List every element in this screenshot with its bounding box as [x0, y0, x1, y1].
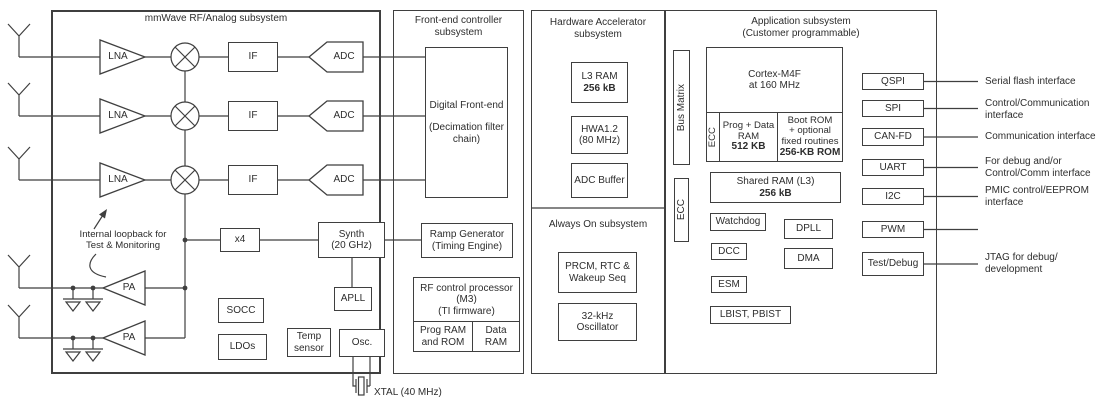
ext-label-pmic-eeprom: PMIC control/EEPROM interface: [985, 185, 1089, 208]
lna-label: LNA: [108, 174, 128, 186]
qspi-block: QSPI: [862, 73, 924, 90]
uart-block: UART: [862, 159, 924, 176]
temp-sensor-block: Temp sensor: [287, 328, 331, 357]
prog-ram-rom-cell: Prog RAM and ROM: [414, 322, 473, 351]
hwa-block: HWA1.2 (80 MHz): [571, 116, 628, 154]
pa-label: PA: [122, 332, 136, 344]
adc-label: ADC: [333, 110, 355, 122]
adc-label: ADC: [333, 51, 355, 63]
aon-subsystem-title: Always On subsystem: [548, 219, 648, 230]
cortex-ecc-cell: ECC: [707, 113, 720, 161]
ext-label-debug-comm: For debug and/or Control/Comm interface: [985, 156, 1091, 179]
ext-label-control-comm: Control/Communication interface: [985, 98, 1090, 121]
pwm-block: PWM: [862, 221, 924, 238]
canfd-block: CAN-FD: [862, 128, 924, 146]
x4-multiplier-block: x4: [220, 228, 260, 252]
watchdog-block: Watchdog: [710, 213, 766, 231]
rf-control-processor-block: RF control processor (M3) (TI firmware) Prog RAM and ROM Data RAM: [413, 277, 520, 352]
ldos-block: LDOs: [218, 334, 267, 360]
if-block: IF: [228, 42, 278, 72]
pa-label: PA: [122, 282, 136, 294]
if-block: IF: [228, 165, 278, 195]
shared-ram-block: Shared RAM (L3) 256 kB: [710, 172, 841, 203]
test-debug-block: Test/Debug: [862, 252, 924, 276]
ext-label-jtag: JTAG for debug/ development: [985, 252, 1058, 275]
antenna-icon: [8, 24, 30, 338]
prog-data-ram-cell: Prog + Data RAM 512 KB: [720, 113, 778, 161]
ext-label-serial-flash: Serial flash interface: [985, 76, 1076, 87]
rf-subsystem-title: mmWave RF/Analog subsystem: [144, 13, 288, 24]
dcc-block: DCC: [711, 243, 747, 260]
lna-label: LNA: [108, 51, 128, 63]
hwa-subsystem-title: Hardware Accelerator subsystem: [549, 17, 647, 40]
apll-block: APLL: [334, 287, 372, 311]
esm-block: ESM: [711, 276, 747, 293]
app-subsystem-title: Application subsystem (Customer programmable): [742, 16, 860, 39]
ext-label-communication: Communication interface: [985, 131, 1096, 142]
rf-subsystem-frame: [51, 10, 381, 374]
bus-matrix-block: Bus Matrix: [673, 50, 690, 165]
prcm-rtc-block: PRCM, RTC & Wakeup Seq: [558, 252, 637, 293]
boot-rom-cell: Boot ROM + optional fixed routines 256-KB ROM: [779, 114, 841, 158]
i2c-block: I2C: [862, 188, 924, 205]
l3-ram-block: L3 RAM 256 kB: [571, 62, 628, 103]
lna-label: LNA: [108, 110, 128, 122]
adc-label: ADC: [333, 174, 355, 186]
dma-block: DMA: [784, 248, 833, 269]
cortex-m4f-block: Cortex-M4F at 160 MHz ECC Prog + Data RAM 512 KB Boot ROM + optional fixed routines 256-KB ROM: [706, 47, 843, 162]
xtal-label: XTAL (40 MHz): [374, 387, 442, 398]
osc-32khz-block: 32-kHz Oscillator: [558, 303, 637, 341]
dpll-block: DPLL: [784, 219, 833, 239]
synth-block: Synth (20 GHz): [318, 222, 385, 258]
digital-front-end-block: Digital Front-end (Decimation filter chain): [425, 47, 508, 198]
loopback-note: Internal loopback for Test & Monitoring: [79, 229, 167, 251]
ramp-generator-block: Ramp Generator (Timing Engine): [421, 223, 513, 258]
osc-block: Osc.: [339, 329, 385, 357]
adc-buffer-block: ADC Buffer: [571, 163, 628, 198]
data-ram-cell: Data RAM: [484, 325, 508, 348]
socc-block: SOCC: [218, 298, 264, 323]
if-block: IF: [228, 101, 278, 131]
spi-block: SPI: [862, 100, 924, 117]
lbist-pbist-block: LBIST, PBIST: [710, 306, 791, 324]
ecc-block: ECC: [674, 178, 689, 242]
fec-subsystem-title: Front-end controller subsystem: [414, 15, 503, 38]
